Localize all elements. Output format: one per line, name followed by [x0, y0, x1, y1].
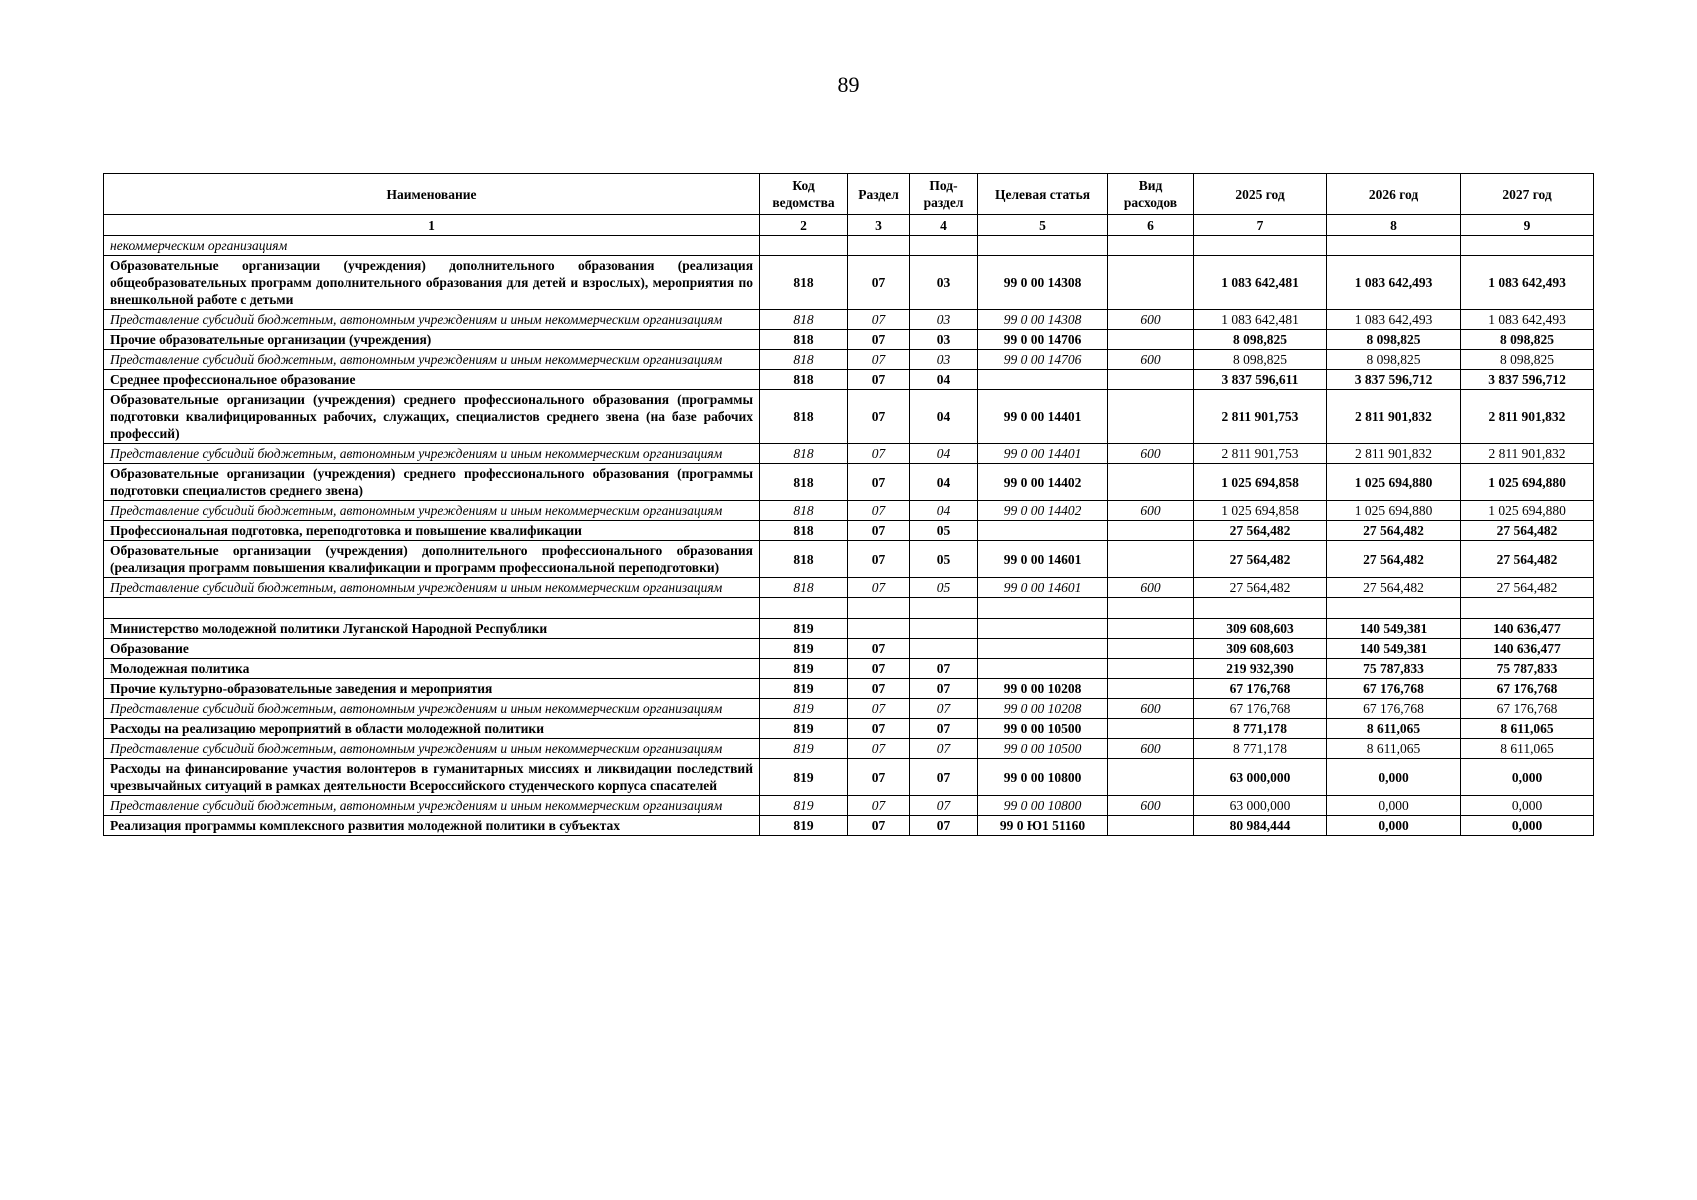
row-name	[104, 598, 760, 619]
row-section: 07	[848, 759, 910, 796]
row-target-article: 99 0 00 10800	[978, 759, 1108, 796]
row-expense-type: 600	[1108, 310, 1194, 330]
table-row	[104, 598, 1594, 619]
column-number: 3	[848, 215, 910, 236]
row-section: 07	[848, 679, 910, 699]
row-amount-2027: 0,000	[1461, 816, 1594, 836]
row-expense-type	[1108, 816, 1194, 836]
row-name: Образовательные организации (учреждения) среднего профессионального образования (программы подготовки специалистов среднего звена)	[104, 464, 760, 501]
table-row	[104, 330, 1594, 350]
row-department-code: 819	[760, 816, 848, 836]
row-amount-2027: 27 564,482	[1461, 578, 1594, 598]
row-expense-type	[1108, 639, 1194, 659]
row-name: Образовательные организации (учреждения) дополнительного профессионального образования (реализация программ повышения квалификации и программ профессиональной переподготовки)	[104, 541, 760, 578]
row-amount-2027: 27 564,482	[1461, 541, 1594, 578]
table-body	[104, 236, 1594, 836]
row-amount-2025: 1 025 694,858	[1194, 501, 1327, 521]
header-department-code: Код ведомства	[760, 174, 848, 215]
row-amount-2027: 0,000	[1461, 796, 1594, 816]
table-row	[104, 659, 1594, 679]
row-name: Прочие образовательные организации (учреждения)	[104, 330, 760, 350]
row-target-article: 99 0 00 10500	[978, 719, 1108, 739]
row-expense-type	[1108, 598, 1194, 619]
row-expense-type: 600	[1108, 739, 1194, 759]
header-section: Раздел	[848, 174, 910, 215]
row-department-code: 819	[760, 719, 848, 739]
column-number: 2	[760, 215, 848, 236]
row-amount-2025: 3 837 596,611	[1194, 370, 1327, 390]
row-name: Представление субсидий бюджетным, автономным учреждениям и иным некоммерческим организациям	[104, 310, 760, 330]
page-number: 89	[837, 72, 860, 97]
column-number: 9	[1461, 215, 1594, 236]
header-name: Наименование	[104, 174, 760, 215]
column-number: 1	[104, 215, 760, 236]
row-subsection	[910, 619, 978, 639]
row-section	[848, 619, 910, 639]
row-amount-2026: 3 837 596,712	[1327, 370, 1461, 390]
table-row	[104, 639, 1594, 659]
row-section: 07	[848, 390, 910, 444]
row-amount-2025: 67 176,768	[1194, 679, 1327, 699]
row-department-code: 818	[760, 541, 848, 578]
row-expense-type: 600	[1108, 501, 1194, 521]
row-subsection: 05	[910, 521, 978, 541]
row-amount-2026: 2 811 901,832	[1327, 444, 1461, 464]
row-subsection	[910, 236, 978, 256]
row-amount-2027: 27 564,482	[1461, 521, 1594, 541]
row-name: Представление субсидий бюджетным, автономным учреждениям и иным некоммерческим организациям	[104, 739, 760, 759]
row-amount-2027: 140 636,477	[1461, 639, 1594, 659]
row-amount-2027: 2 811 901,832	[1461, 444, 1594, 464]
row-amount-2027: 2 811 901,832	[1461, 390, 1594, 444]
row-name: Представление субсидий бюджетным, автономным учреждениям и иным некоммерческим организациям	[104, 578, 760, 598]
row-expense-type: 600	[1108, 699, 1194, 719]
row-amount-2026: 67 176,768	[1327, 679, 1461, 699]
row-target-article: 99 0 00 14706	[978, 330, 1108, 350]
table-row	[104, 578, 1594, 598]
row-name: Представление субсидий бюджетным, автономным учреждениям и иным некоммерческим организациям	[104, 350, 760, 370]
row-target-article: 99 0 Ю1 51160	[978, 816, 1108, 836]
table-row	[104, 739, 1594, 759]
column-number: 8	[1327, 215, 1461, 236]
row-target-article	[978, 236, 1108, 256]
row-amount-2026: 0,000	[1327, 816, 1461, 836]
row-expense-type	[1108, 679, 1194, 699]
row-name: Прочие культурно-образовательные заведения и мероприятия	[104, 679, 760, 699]
row-amount-2027: 3 837 596,712	[1461, 370, 1594, 390]
row-amount-2025: 8 098,825	[1194, 330, 1327, 350]
row-department-code: 818	[760, 330, 848, 350]
table-row	[104, 619, 1594, 639]
row-amount-2026: 2 811 901,832	[1327, 390, 1461, 444]
row-amount-2027: 1 083 642,493	[1461, 310, 1594, 330]
row-department-code: 819	[760, 739, 848, 759]
row-target-article: 99 0 00 14401	[978, 444, 1108, 464]
row-target-article	[978, 370, 1108, 390]
row-subsection	[910, 639, 978, 659]
row-section: 07	[848, 464, 910, 501]
row-expense-type	[1108, 659, 1194, 679]
row-subsection: 07	[910, 659, 978, 679]
header-expense-type: Вид расходов	[1108, 174, 1194, 215]
row-amount-2026: 1 083 642,493	[1327, 256, 1461, 310]
row-subsection: 07	[910, 796, 978, 816]
row-expense-type: 600	[1108, 578, 1194, 598]
row-department-code: 818	[760, 350, 848, 370]
row-amount-2027: 1 025 694,880	[1461, 464, 1594, 501]
row-amount-2027: 8 611,065	[1461, 739, 1594, 759]
row-amount-2026: 1 025 694,880	[1327, 501, 1461, 521]
row-amount-2026: 8 098,825	[1327, 330, 1461, 350]
row-section: 07	[848, 578, 910, 598]
row-amount-2025: 67 176,768	[1194, 699, 1327, 719]
row-department-code: 819	[760, 659, 848, 679]
row-expense-type	[1108, 256, 1194, 310]
row-amount-2025: 1 083 642,481	[1194, 310, 1327, 330]
row-name: Профессиональная подготовка, переподготовка и повышение квалификации	[104, 521, 760, 541]
row-subsection: 03	[910, 256, 978, 310]
row-target-article: 99 0 00 14401	[978, 390, 1108, 444]
row-amount-2027: 140 636,477	[1461, 619, 1594, 639]
row-expense-type	[1108, 390, 1194, 444]
row-subsection: 04	[910, 444, 978, 464]
row-amount-2026: 8 611,065	[1327, 739, 1461, 759]
row-department-code: 818	[760, 444, 848, 464]
row-name: Реализация программы комплексного развития молодежной политики в субъектах	[104, 816, 760, 836]
row-amount-2026: 140 549,381	[1327, 619, 1461, 639]
row-subsection: 05	[910, 578, 978, 598]
row-section: 07	[848, 639, 910, 659]
row-target-article: 99 0 00 14402	[978, 501, 1108, 521]
row-expense-type	[1108, 370, 1194, 390]
row-department-code: 819	[760, 619, 848, 639]
row-amount-2026: 27 564,482	[1327, 541, 1461, 578]
row-expense-type	[1108, 759, 1194, 796]
table-row	[104, 699, 1594, 719]
row-department-code	[760, 236, 848, 256]
row-name: некоммерческим организациям	[104, 236, 760, 256]
table-row	[104, 256, 1594, 310]
row-department-code: 819	[760, 759, 848, 796]
row-expense-type	[1108, 464, 1194, 501]
table-row	[104, 501, 1594, 521]
row-department-code	[760, 598, 848, 619]
row-target-article: 99 0 00 10800	[978, 796, 1108, 816]
row-section: 07	[848, 256, 910, 310]
row-name: Молодежная политика	[104, 659, 760, 679]
row-section: 07	[848, 501, 910, 521]
row-section: 07	[848, 719, 910, 739]
row-department-code: 818	[760, 310, 848, 330]
row-amount-2026: 67 176,768	[1327, 699, 1461, 719]
row-amount-2025: 2 811 901,753	[1194, 444, 1327, 464]
row-department-code: 819	[760, 699, 848, 719]
row-section: 07	[848, 541, 910, 578]
row-amount-2025: 8 771,178	[1194, 719, 1327, 739]
row-name: Среднее профессиональное образование	[104, 370, 760, 390]
row-target-article: 99 0 00 14601	[978, 541, 1108, 578]
table-row	[104, 796, 1594, 816]
row-name: Расходы на реализацию мероприятий в области молодежной политики	[104, 719, 760, 739]
table-row	[104, 541, 1594, 578]
column-number: 7	[1194, 215, 1327, 236]
table-row	[104, 719, 1594, 739]
row-expense-type	[1108, 236, 1194, 256]
row-name: Образовательные организации (учреждения) среднего профессионального образования (программы подготовки квалифицированных рабочих, служащих, специалистов среднего звена (на базе рабочих профессий)	[104, 390, 760, 444]
row-subsection: 04	[910, 390, 978, 444]
header-subsection: Под-раздел	[910, 174, 978, 215]
row-subsection	[910, 598, 978, 619]
row-section: 07	[848, 370, 910, 390]
row-amount-2027	[1461, 598, 1594, 619]
row-amount-2026: 27 564,482	[1327, 578, 1461, 598]
row-subsection: 04	[910, 370, 978, 390]
row-target-article: 99 0 00 10208	[978, 699, 1108, 719]
table-row	[104, 444, 1594, 464]
table-row	[104, 350, 1594, 370]
row-subsection: 03	[910, 330, 978, 350]
row-section: 07	[848, 330, 910, 350]
row-subsection: 05	[910, 541, 978, 578]
row-subsection: 07	[910, 679, 978, 699]
row-expense-type: 600	[1108, 350, 1194, 370]
table-row	[104, 370, 1594, 390]
row-section: 07	[848, 659, 910, 679]
row-amount-2027: 75 787,833	[1461, 659, 1594, 679]
row-target-article: 99 0 00 14706	[978, 350, 1108, 370]
row-amount-2025: 8 098,825	[1194, 350, 1327, 370]
column-number: 5	[978, 215, 1108, 236]
row-department-code: 818	[760, 501, 848, 521]
row-expense-type	[1108, 330, 1194, 350]
row-amount-2027: 67 176,768	[1461, 679, 1594, 699]
row-expense-type: 600	[1108, 796, 1194, 816]
row-subsection: 04	[910, 501, 978, 521]
row-subsection: 07	[910, 699, 978, 719]
row-amount-2026: 0,000	[1327, 796, 1461, 816]
row-department-code: 818	[760, 578, 848, 598]
row-amount-2025: 27 564,482	[1194, 521, 1327, 541]
row-expense-type: 600	[1108, 444, 1194, 464]
table-row	[104, 390, 1594, 444]
row-amount-2027: 67 176,768	[1461, 699, 1594, 719]
row-target-article: 99 0 00 14402	[978, 464, 1108, 501]
row-amount-2026: 1 083 642,493	[1327, 310, 1461, 330]
row-expense-type	[1108, 719, 1194, 739]
row-amount-2027: 0,000	[1461, 759, 1594, 796]
row-amount-2026	[1327, 598, 1461, 619]
row-target-article: 99 0 00 10500	[978, 739, 1108, 759]
row-department-code: 819	[760, 639, 848, 659]
row-name: Образование	[104, 639, 760, 659]
row-department-code: 818	[760, 521, 848, 541]
row-expense-type	[1108, 541, 1194, 578]
table-row	[104, 464, 1594, 501]
budget-table	[103, 173, 1594, 836]
row-amount-2025	[1194, 598, 1327, 619]
row-expense-type	[1108, 521, 1194, 541]
row-name: Расходы на финансирование участия волонтеров в гуманитарных миссиях и ликвидации последствий чрезвычайных ситуаций в рамках деятельности Всероссийского студенческого корпуса спасателей	[104, 759, 760, 796]
row-amount-2025: 1 025 694,858	[1194, 464, 1327, 501]
row-subsection: 03	[910, 350, 978, 370]
row-amount-2025: 27 564,482	[1194, 578, 1327, 598]
row-amount-2026: 140 549,381	[1327, 639, 1461, 659]
row-subsection: 07	[910, 759, 978, 796]
row-section: 07	[848, 310, 910, 330]
row-amount-2026: 75 787,833	[1327, 659, 1461, 679]
row-amount-2025: 80 984,444	[1194, 816, 1327, 836]
row-amount-2025: 63 000,000	[1194, 796, 1327, 816]
row-subsection: 07	[910, 816, 978, 836]
row-section: 07	[848, 739, 910, 759]
row-name: Представление субсидий бюджетным, автономным учреждениям и иным некоммерческим организациям	[104, 699, 760, 719]
table-row	[104, 679, 1594, 699]
row-section: 07	[848, 699, 910, 719]
row-section	[848, 236, 910, 256]
row-amount-2025: 27 564,482	[1194, 541, 1327, 578]
table-row	[104, 816, 1594, 836]
row-subsection: 07	[910, 719, 978, 739]
row-target-article: 99 0 00 10208	[978, 679, 1108, 699]
row-subsection: 07	[910, 739, 978, 759]
row-amount-2027: 8 098,825	[1461, 350, 1594, 370]
header-year-2026: 2026 год	[1327, 174, 1461, 215]
row-department-code: 819	[760, 679, 848, 699]
row-amount-2026	[1327, 236, 1461, 256]
table-row	[104, 236, 1594, 256]
column-number-row	[104, 215, 1594, 236]
row-amount-2025: 8 771,178	[1194, 739, 1327, 759]
row-section: 07	[848, 816, 910, 836]
row-amount-2025: 219 932,390	[1194, 659, 1327, 679]
row-department-code: 818	[760, 464, 848, 501]
column-number: 4	[910, 215, 978, 236]
row-name: Представление субсидий бюджетным, автономным учреждениям и иным некоммерческим организациям	[104, 501, 760, 521]
table-header-row	[104, 174, 1594, 215]
row-subsection: 04	[910, 464, 978, 501]
row-amount-2026: 8 098,825	[1327, 350, 1461, 370]
row-amount-2025: 2 811 901,753	[1194, 390, 1327, 444]
row-target-article	[978, 521, 1108, 541]
row-amount-2025: 309 608,603	[1194, 619, 1327, 639]
row-section: 07	[848, 444, 910, 464]
row-section: 07	[848, 521, 910, 541]
row-section: 07	[848, 796, 910, 816]
row-section	[848, 598, 910, 619]
row-department-code: 818	[760, 390, 848, 444]
row-amount-2025	[1194, 236, 1327, 256]
row-amount-2027: 8 611,065	[1461, 719, 1594, 739]
row-target-article	[978, 659, 1108, 679]
table-row	[104, 759, 1594, 796]
row-amount-2027: 8 098,825	[1461, 330, 1594, 350]
row-amount-2025: 309 608,603	[1194, 639, 1327, 659]
row-department-code: 818	[760, 256, 848, 310]
row-amount-2025: 63 000,000	[1194, 759, 1327, 796]
row-department-code: 818	[760, 370, 848, 390]
row-name: Представление субсидий бюджетным, автономным учреждениям и иным некоммерческим организациям	[104, 796, 760, 816]
row-amount-2026: 8 611,065	[1327, 719, 1461, 739]
header-year-2027: 2027 год	[1461, 174, 1594, 215]
table-row	[104, 310, 1594, 330]
row-target-article: 99 0 00 14601	[978, 578, 1108, 598]
table-row	[104, 521, 1594, 541]
row-name: Представление субсидий бюджетным, автономным учреждениям и иным некоммерческим организациям	[104, 444, 760, 464]
row-subsection: 03	[910, 310, 978, 330]
row-amount-2026: 0,000	[1327, 759, 1461, 796]
row-amount-2027	[1461, 236, 1594, 256]
row-department-code: 819	[760, 796, 848, 816]
row-target-article: 99 0 00 14308	[978, 256, 1108, 310]
row-name: Министерство молодежной политики Луганской Народной Республики	[104, 619, 760, 639]
row-amount-2027: 1 083 642,493	[1461, 256, 1594, 310]
row-name: Образовательные организации (учреждения) дополнительного образования (реализация общеобразовательных программ дополнительного образования для детей и взрослых), мероприятия по внешкольной работе с детьми	[104, 256, 760, 310]
row-section: 07	[848, 350, 910, 370]
header-year-2025: 2025 год	[1194, 174, 1327, 215]
row-expense-type	[1108, 619, 1194, 639]
row-target-article: 99 0 00 14308	[978, 310, 1108, 330]
header-target-article: Целевая статья	[978, 174, 1108, 215]
row-amount-2026: 27 564,482	[1327, 521, 1461, 541]
row-amount-2026: 1 025 694,880	[1327, 464, 1461, 501]
row-amount-2025: 1 083 642,481	[1194, 256, 1327, 310]
row-amount-2027: 1 025 694,880	[1461, 501, 1594, 521]
row-target-article	[978, 598, 1108, 619]
row-target-article	[978, 639, 1108, 659]
row-target-article	[978, 619, 1108, 639]
column-number: 6	[1108, 215, 1194, 236]
